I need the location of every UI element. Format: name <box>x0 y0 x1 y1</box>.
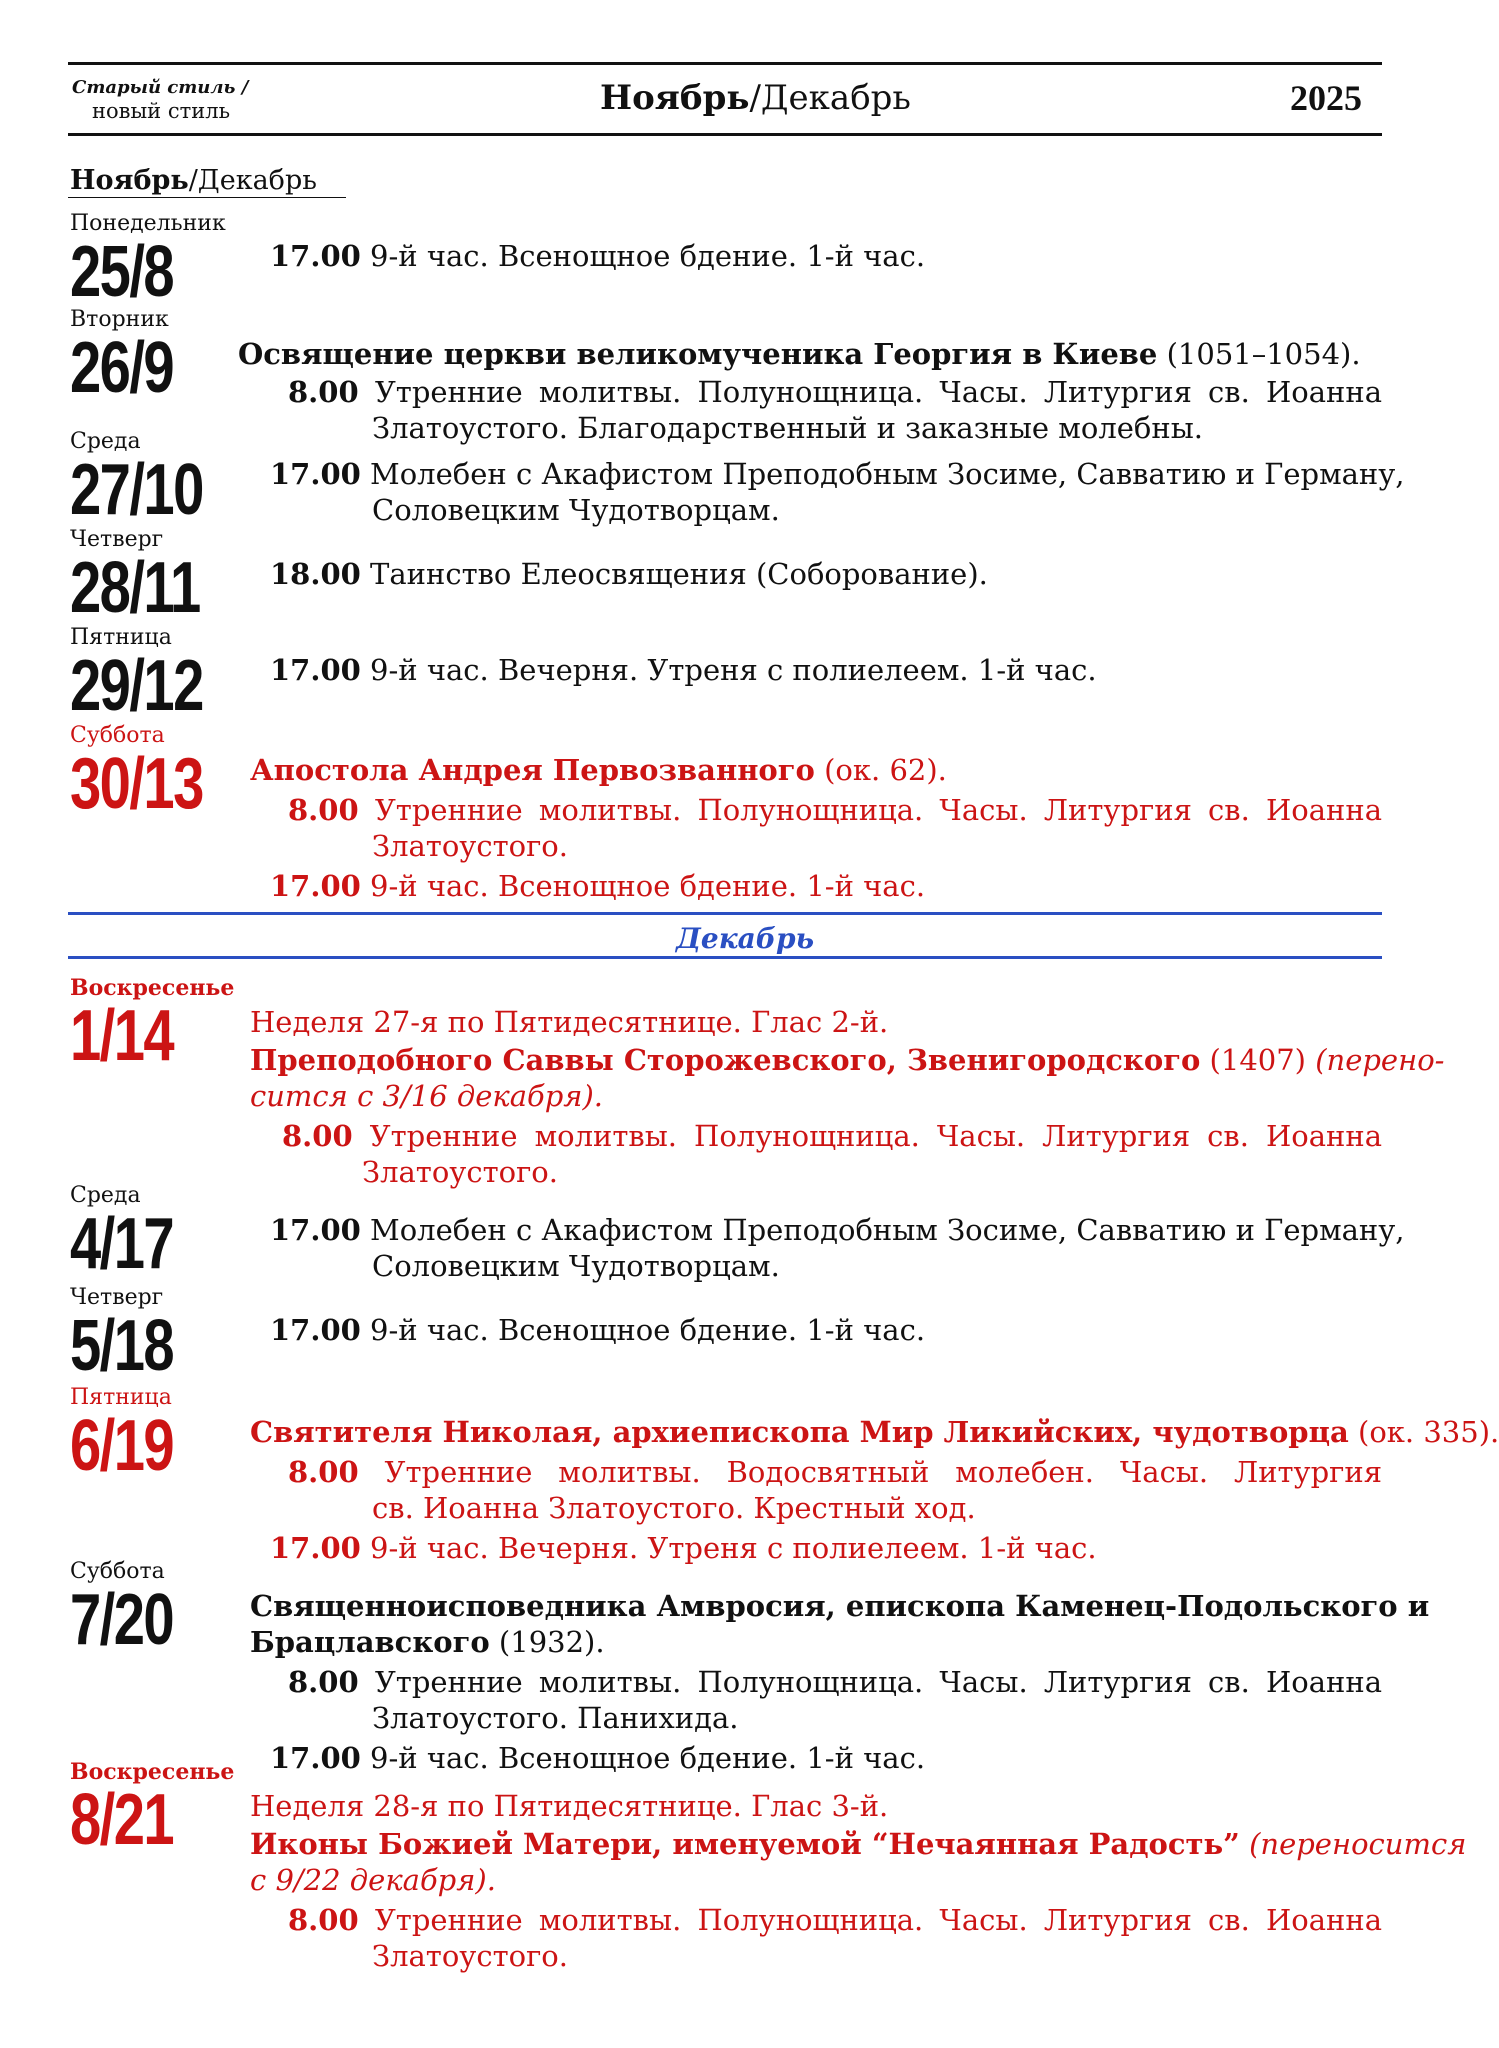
header-bottom-rule <box>68 133 1382 136</box>
title-month-bold: Ноябрь <box>600 78 750 118</box>
service-text: Утренние молитвы. Полунощница. Часы. Литургия св. Иоанна <box>369 1119 1382 1153</box>
feast-title <box>250 752 947 789</box>
feast-rest: (1932). <box>489 1625 605 1659</box>
feast-bold: Брацлавского <box>250 1625 490 1659</box>
feast-italic: с 9/22 декабря). <box>250 1863 496 1897</box>
service-time: 18.00 <box>270 557 361 591</box>
feast-italic: (перено- <box>1315 1043 1445 1077</box>
weekday-label: Воскресенье <box>70 975 235 1001</box>
service-text: Утренние молитвы. Полунощница. Часы. Литургия св. Иоанна <box>374 793 1382 827</box>
service-continuation: св. Иоанна Златоустого. Крестный ход. <box>372 1491 976 1525</box>
date-number: 26/9 <box>70 328 174 408</box>
subheader-rule <box>68 197 346 198</box>
feast-italic-cont <box>250 1078 603 1115</box>
service-continuation: Златоустого. <box>372 829 568 863</box>
date-number: 6/19 <box>70 1406 174 1486</box>
service-continuation: Златоустого. Благодарственный и заказные молебны. <box>372 411 1203 445</box>
service-line <box>282 1118 1382 1155</box>
weekday-label: Вторник <box>70 307 169 332</box>
service-time: 8.00 <box>288 1455 359 1489</box>
service-line <box>270 868 925 905</box>
service-time: 17.00 <box>270 869 361 903</box>
sunday-title: Неделя 28-я по Пятидесятнице. Глас 3-й. <box>250 1789 889 1823</box>
service-line <box>288 1902 1382 1939</box>
service-line <box>270 238 925 275</box>
feast-bold: Освящение церкви великомученика Георгия в Киеве <box>238 337 1158 371</box>
service-continuation: Соловецким Чудотворцам. <box>372 1249 780 1283</box>
feast-bold: Священноисповедника Амвросия, епископа Каменец-Подольского и <box>250 1589 1430 1623</box>
service-time: 17.00 <box>270 1213 361 1247</box>
weekday-label: Пятница <box>70 625 172 650</box>
feast-bold: Святителя Николая, архиепископа Мир Ликийских, чудотворца <box>250 1415 1349 1449</box>
subheader-bold: Ноябрь <box>70 165 189 196</box>
service-text: 9-й час. Всенощное бдение. 1-й час. <box>370 1741 926 1775</box>
divider-rule-top <box>68 912 1382 915</box>
feast-italic-cont <box>250 1862 496 1899</box>
date-number: 29/12 <box>70 646 203 726</box>
service-time: 17.00 <box>270 653 361 687</box>
old-style-label: Старый стиль / <box>72 77 249 98</box>
feast-title <box>250 1414 1499 1451</box>
feast-title <box>250 1588 1429 1625</box>
service-line <box>270 1212 1405 1249</box>
service-line <box>270 1740 925 1777</box>
service-text: 9-й час. Вечерня. Утреня с полиелеем. 1-й час. <box>370 653 1097 687</box>
service-time: 8.00 <box>282 1119 353 1153</box>
feast-rest: (1051–1054). <box>1157 337 1361 371</box>
service-text: 9-й час. Вечерня. Утреня с полиелеем. 1-й час. <box>370 1531 1097 1565</box>
feast-rest: (ок. 335). <box>1348 1415 1499 1449</box>
service-text: Утренние молитвы. Полунощница. Часы. Литургия св. Иоанна <box>374 375 1382 409</box>
service-line <box>270 556 988 593</box>
service-text: 9-й час. Всенощное бдение. 1-й час. <box>370 869 926 903</box>
service-text: Молебен с Акафистом Преподобным Зосиме, Савватию и Герману, <box>370 457 1405 491</box>
divider-rule-bottom <box>68 956 1382 959</box>
subheader-rest: /Декабрь <box>188 165 317 196</box>
service-time: 8.00 <box>288 375 359 409</box>
weekday-label: Пятница <box>70 1385 172 1410</box>
service-text: Утренние молитвы. Полунощница. Часы. Литургия св. Иоанна <box>374 1665 1382 1699</box>
header-top-rule <box>68 62 1382 65</box>
service-text: Утренние молитвы. Полунощница. Часы. Литургия св. Иоанна <box>374 1903 1382 1937</box>
service-text: 9-й час. Всенощное бдение. 1-й час. <box>370 239 926 273</box>
service-text: Таинство Елеосвящения (Соборование). <box>370 557 988 591</box>
service-continuation: Соловецким Чудотворцам. <box>372 493 780 527</box>
date-number: 30/13 <box>70 744 203 824</box>
feast-title <box>238 336 1361 373</box>
service-continuation: Златоустого. <box>372 1939 568 1973</box>
service-text: Молебен с Акафистом Преподобным Зосиме, Савватию и Герману, <box>370 1213 1405 1247</box>
page-year: 2025 <box>1290 78 1362 118</box>
section-subheader <box>70 165 317 197</box>
weekday-label: Суббота <box>70 1559 165 1584</box>
feast-rest: (1407) <box>1200 1043 1316 1077</box>
service-text: Утренние молитвы. Водосвятный молебен. Часы. Литургия <box>384 1455 1383 1489</box>
feast-bold: Преподобного Саввы Сторожевского, Звенигородского <box>250 1043 1201 1077</box>
date-number: 8/21 <box>70 1780 174 1860</box>
date-number: 4/17 <box>70 1204 174 1284</box>
feast-title <box>250 1042 1444 1079</box>
service-line <box>288 1664 1382 1701</box>
feast-italic: сится с 3/16 декабря). <box>250 1079 604 1113</box>
weekday-label: Среда <box>70 1183 141 1208</box>
service-time: 8.00 <box>288 793 359 827</box>
feast-rest: (ок. 62). <box>814 753 947 787</box>
service-line <box>288 374 1382 411</box>
date-number: 25/8 <box>70 232 174 312</box>
service-time: 8.00 <box>288 1903 359 1937</box>
feast-title-cont <box>250 1624 605 1661</box>
service-line <box>270 456 1405 493</box>
weekday-label: Четверг <box>70 527 164 552</box>
service-time: 17.00 <box>270 457 361 491</box>
date-number: 1/14 <box>70 996 174 1076</box>
weekday-label: Среда <box>70 429 141 454</box>
service-text: 9-й час. Всенощное бдение. 1-й час. <box>370 1313 926 1347</box>
service-line <box>288 792 1382 829</box>
service-time: 17.00 <box>270 1741 361 1775</box>
service-line <box>270 1312 925 1349</box>
sunday-title: Неделя 27-я по Пятидесятнице. Глас 2-й. <box>250 1005 889 1039</box>
date-number: 5/18 <box>70 1306 174 1386</box>
feast-bold: Иконы Божией Матери, именуемой “Нечаянная Радость” <box>250 1827 1240 1861</box>
weekday-label: Понедельник <box>70 211 226 236</box>
date-number: 27/10 <box>70 450 203 530</box>
service-continuation: Златоустого. <box>362 1155 558 1189</box>
service-time: 17.00 <box>270 239 361 273</box>
service-line <box>270 1530 1097 1567</box>
page-title <box>600 78 911 118</box>
service-line <box>270 652 1097 689</box>
weekday-label: Суббота <box>70 723 165 748</box>
service-time: 17.00 <box>270 1313 361 1347</box>
new-style-label: новый стиль <box>92 99 230 123</box>
weekday-label: Четверг <box>70 1285 164 1310</box>
weekday-label: Воскресенье <box>70 1759 235 1785</box>
feast-bold: Апостола Андрея Первозванного <box>250 753 815 787</box>
service-continuation: Златоустого. Панихида. <box>372 1701 739 1735</box>
title-month-rest: /Декабрь <box>749 78 911 118</box>
service-time: 8.00 <box>288 1665 359 1699</box>
feast-italic: (переносится <box>1239 1827 1467 1861</box>
december-divider-label: Декабрь <box>676 922 815 955</box>
date-number: 7/20 <box>70 1580 174 1660</box>
service-time: 17.00 <box>270 1531 361 1565</box>
feast-title <box>250 1826 1466 1863</box>
service-line <box>288 1454 1382 1491</box>
date-number: 28/11 <box>70 548 200 628</box>
